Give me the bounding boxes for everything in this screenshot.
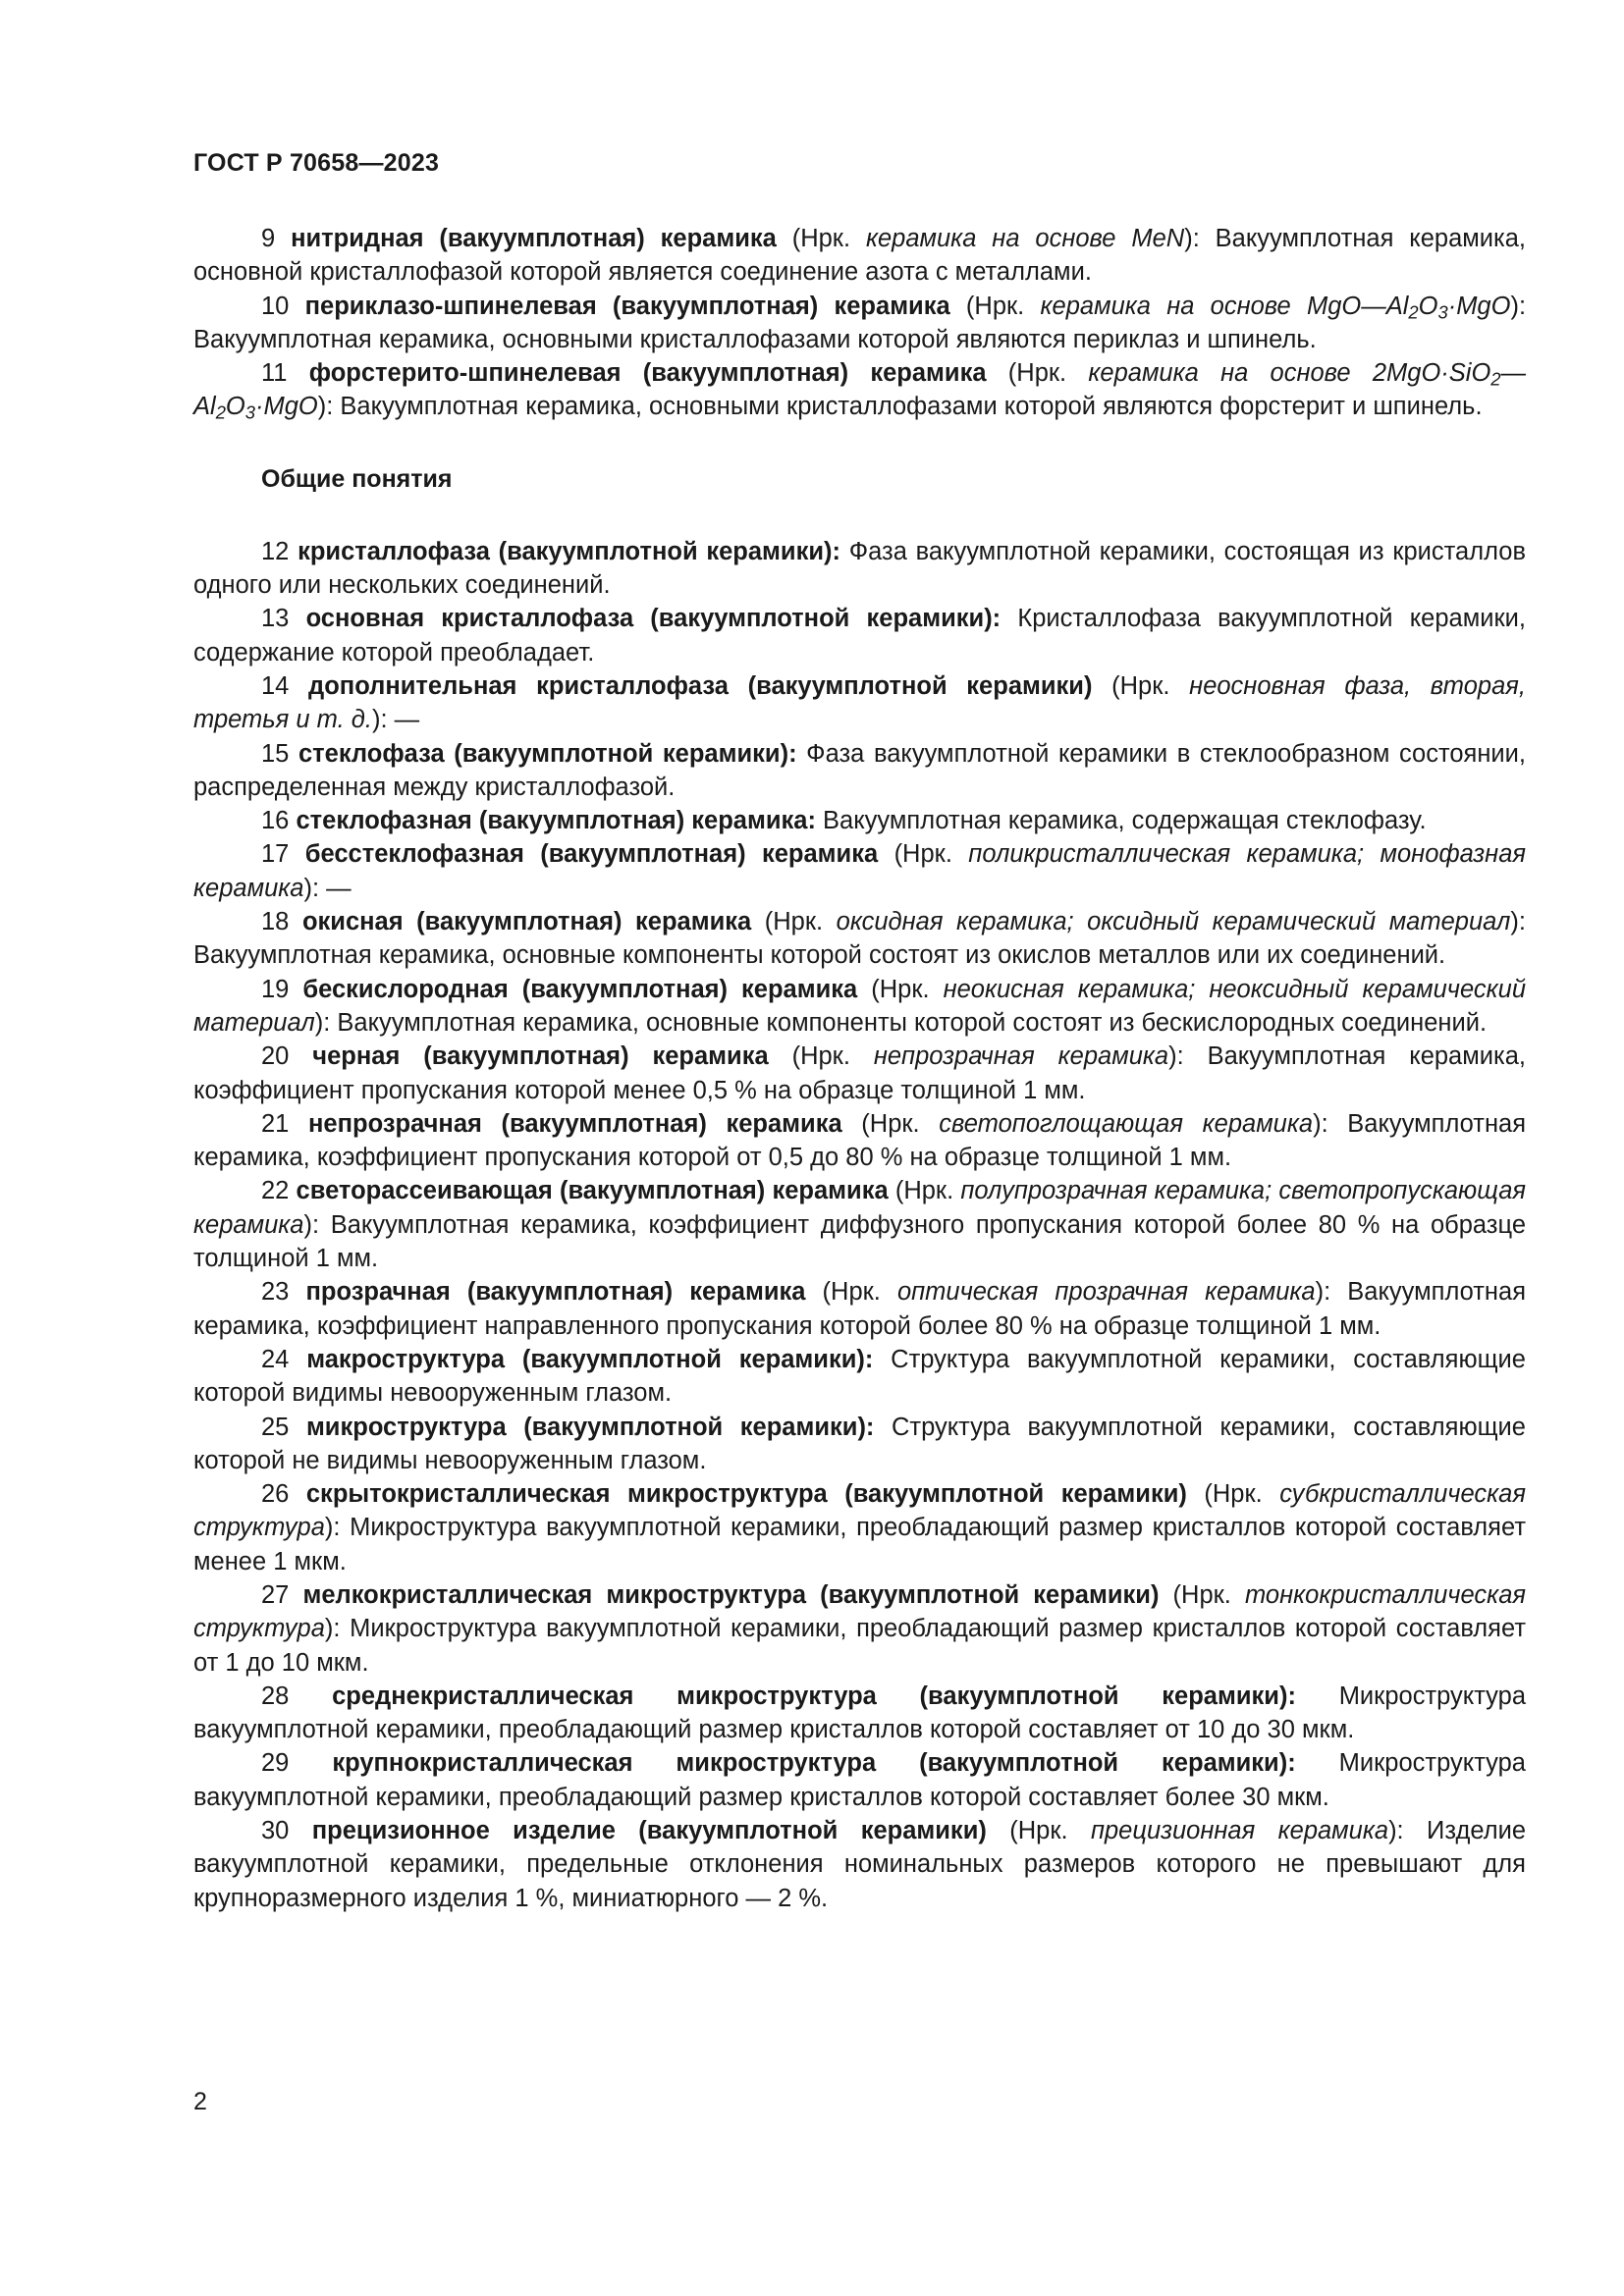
non-recommended-prefix: (Нрк.	[949, 292, 1041, 320]
term-name: среднекристаллическая микроструктура (вакуумплотной керамики):	[332, 1682, 1296, 1710]
term-entry-14	[193, 669, 1526, 737]
non-recommended-prefix: (Нрк.	[768, 1042, 874, 1071]
term-definition: ): Вакуумплотная керамика, основные компоненты которой состоят из окислов металлов или их соединений.	[193, 908, 1526, 970]
term-number: 24	[261, 1345, 290, 1373]
term-number: 29	[261, 1749, 290, 1778]
term-name: прецизионное изделие (вакуумплотной керамики)	[311, 1817, 987, 1845]
non-recommended-prefix: (Нрк.	[1186, 1480, 1280, 1509]
non-recommended-term: керамика на основе $2MgO\cdot SiO_2—Al_2O_3\cdot MgO$	[193, 359, 1526, 424]
term-number: 26	[261, 1480, 290, 1509]
entries-block-materials	[193, 222, 1526, 424]
term-entry-24	[193, 1343, 1526, 1411]
non-recommended-prefix: (Нрк.	[1159, 1580, 1245, 1609]
term-name: основная кристаллофаза (вакуумплотной керамики):	[305, 605, 1001, 633]
non-recommended-term: оптическая прозрачная керамика	[896, 1278, 1316, 1307]
term-definition: ): Вакуумплотная керамика, коэффициент диффузного пропускания которой более 80 % на образце толщиной 1 мм.	[193, 1210, 1526, 1273]
non-recommended-term: прецизионная керамика	[1090, 1817, 1389, 1845]
term-entry-23	[193, 1275, 1526, 1343]
term-number: 13	[261, 605, 290, 633]
term-definition: Вакуумплотная керамика, содержащая стеклофазу.	[815, 807, 1427, 835]
term-number: 21	[261, 1109, 290, 1138]
term-definition: ): Микроструктура вакуумплотной керамики, преобладающий размер кристаллов которой составляет от 1 до 10 мкм.	[193, 1615, 1526, 1677]
non-recommended-term: керамика на основе $MgO—Al_2O_3\cdot MgO$	[1040, 292, 1511, 323]
term-number: 25	[261, 1413, 290, 1441]
term-number: 23	[261, 1278, 290, 1307]
term-entry-11	[193, 356, 1526, 424]
non-recommended-prefix: (Нрк.	[888, 1177, 961, 1205]
term-entry-21	[193, 1107, 1526, 1175]
term-entry-15	[193, 737, 1526, 805]
non-recommended-prefix: (Нрк.	[857, 975, 944, 1003]
term-number: 18	[261, 908, 290, 936]
term-entry-29	[193, 1746, 1526, 1814]
term-name: форстерито-шпинелевая (вакуумплотная) керамика	[308, 359, 987, 388]
term-entry-9	[193, 222, 1526, 290]
non-recommended-prefix: (Нрк.	[805, 1278, 897, 1307]
non-recommended-term: полупрозрачная керамика; светопропускающая керамика	[193, 1177, 1527, 1239]
term-entry-18	[193, 905, 1526, 973]
term-definition: Структура вакуумплотной керамики, составляющие которой не видимы невооруженным глазом.	[193, 1413, 1526, 1474]
term-definition: ): Вакуумплотная керамика, основные компоненты которой состоят из бескислородных соединений.	[314, 1008, 1488, 1037]
term-name: крупнокристаллическая микроструктура (вакуумплотной керамики):	[332, 1749, 1296, 1778]
term-name: нитридная (вакуумплотная) керамика	[291, 225, 777, 252]
non-recommended-term: тонкокристаллическая структура	[193, 1580, 1526, 1643]
term-entry-28	[193, 1680, 1526, 1747]
term-number: 14	[261, 671, 290, 700]
term-number: 16	[261, 807, 290, 835]
term-name: окисная (вакуумплотная) керамика	[301, 908, 752, 936]
term-name: бескислородная (вакуумплотная) керамика	[302, 975, 858, 1003]
term-entry-22	[193, 1174, 1526, 1275]
non-recommended-term: неосновная фаза, вторая, третья и т. д.	[193, 671, 1526, 734]
term-definition: ): —	[303, 874, 352, 902]
term-definition: ): Вакуумплотная керамика, коэффициент пропускания которой менее 0,5 % на образце толщиной 1 мм.	[193, 1042, 1526, 1104]
term-definition: Микроструктура вакуумплотной керамики, преобладающий размер кристаллов которой составляет более 30 мкм.	[193, 1749, 1526, 1811]
term-number: 15	[261, 739, 290, 768]
term-name: стеклофаза (вакуумплотной керамики):	[298, 739, 797, 768]
term-definition: Фаза вакуумплотной керамики в стеклообразном состоянии, распределенная между кристаллофазой.	[193, 739, 1526, 801]
document-header: ГОСТ Р 70658—2023	[193, 149, 440, 177]
term-number: 28	[261, 1682, 290, 1710]
section-heading: Общие понятия	[261, 464, 453, 493]
non-recommended-prefix: (Нрк.	[986, 359, 1089, 388]
term-name: периклазо-шпинелевая (вакуумплотная) керамика	[304, 292, 950, 320]
entries-block-general	[193, 535, 1526, 1915]
non-recommended-term: неокисная керамика; неоксидный керамический материал	[193, 975, 1526, 1037]
term-name: черная (вакуумплотная) керамика	[312, 1042, 769, 1071]
term-definition: Микроструктура вакуумплотной керамики, преобладающий размер кристаллов которой составляет от 10 до 30 мкм.	[193, 1682, 1527, 1744]
term-number: 30	[261, 1817, 290, 1845]
non-recommended-term: поликристаллическая керамика; монофазная керамика	[193, 840, 1526, 902]
term-name: светорассеивающая (вакуумплотная) керамика	[296, 1177, 889, 1205]
non-recommended-prefix: (Нрк.	[841, 1109, 940, 1138]
non-recommended-term: субкристаллическая структура	[193, 1480, 1526, 1542]
term-definition: ): Вакуумплотная керамика, коэффициент направленного пропускания которой более 80 % на образце толщиной 1 мм.	[193, 1278, 1527, 1340]
term-definition: ): Вакуумплотная керамика, основными кристаллофазами которой являются форстерит и шпинель.	[317, 393, 1483, 421]
term-definition: ): Вакуумплотная керамика, основными кристаллофазами которой являются периклаз и шпинель.	[193, 292, 1527, 353]
term-definition: ): —	[371, 706, 420, 734]
term-name: прозрачная (вакуумплотная) керамика	[305, 1278, 806, 1307]
term-definition: Фаза вакуумплотной керамики, состоящая из кристаллов одного или нескольких соединений.	[193, 537, 1526, 600]
term-number: 9	[261, 225, 276, 252]
term-number: 11	[261, 359, 288, 388]
term-entry-17	[193, 837, 1526, 905]
term-name: мелкокристаллическая микроструктура (вакуумплотной керамики)	[302, 1580, 1160, 1609]
term-definition: ): Изделие вакуумплотной керамики, предельные отклонения номинальных размеров которого не превышают для крупноразмерного изделия 1 %, миниатюрного — 2 %.	[193, 1817, 1526, 1912]
non-recommended-term: светопоглощающая керамика	[939, 1109, 1314, 1138]
term-number: 22	[261, 1177, 290, 1205]
page-number: 2	[193, 2088, 207, 2115]
term-number: 12	[261, 537, 290, 565]
non-recommended-prefix: (Нрк.	[751, 908, 837, 936]
term-name: дополнительная кристаллофаза (вакуумплотной керамики)	[308, 671, 1093, 700]
document-body	[193, 222, 1526, 1915]
term-name: непрозрачная (вакуумплотная) керамика	[308, 1109, 842, 1138]
non-recommended-prefix: (Нрк.	[878, 840, 969, 869]
term-entry-26	[193, 1477, 1526, 1578]
term-entry-16	[193, 804, 1526, 837]
term-entry-25	[193, 1411, 1526, 1478]
term-definition: ): Вакуумплотная керамика, коэффициент пропускания которой от 0,5 до 80 % на образце толщиной 1 мм.	[193, 1109, 1527, 1172]
term-name: кристаллофаза (вакуумплотной керамики):	[298, 537, 841, 565]
non-recommended-prefix: (Нрк.	[1092, 671, 1190, 700]
term-number: 10	[261, 292, 290, 320]
term-definition: Кристаллофаза вакуумплотной керамики, содержание которой преобладает.	[193, 605, 1526, 667]
term-entry-27	[193, 1578, 1526, 1680]
term-definition: Структура вакуумплотной керамики, составляющие которой видимы невооруженным глазом.	[193, 1345, 1526, 1408]
term-number: 27	[261, 1580, 290, 1609]
term-entry-20	[193, 1040, 1526, 1107]
term-name: стеклофазная (вакуумплотная) керамика:	[296, 807, 816, 835]
term-number: 20	[261, 1042, 290, 1071]
term-name: скрытокристаллическая микроструктура (вакуумплотной керамики)	[305, 1480, 1187, 1509]
term-name: бесстеклофазная (вакуумплотная) керамика	[304, 840, 879, 869]
term-entry-12	[193, 535, 1526, 603]
term-entry-13	[193, 602, 1526, 669]
non-recommended-prefix: (Нрк.	[776, 225, 866, 252]
non-recommended-term: керамика на основе MeN	[865, 225, 1185, 252]
term-entry-19	[193, 973, 1526, 1041]
term-entry-30	[193, 1814, 1526, 1915]
term-entry-10	[193, 290, 1526, 357]
non-recommended-term: оксидная керамика; оксидный керамический материал	[836, 908, 1511, 936]
term-definition: ): Микроструктура вакуумплотной керамики, преобладающий размер кристаллов которой составляет менее 1 мкм.	[193, 1514, 1526, 1575]
non-recommended-prefix: (Нрк.	[986, 1817, 1091, 1845]
term-name: макроструктура (вакуумплотной керамики):	[306, 1345, 874, 1373]
term-number: 19	[261, 975, 290, 1003]
term-name: микроструктура (вакуумплотной керамики):	[305, 1413, 875, 1441]
term-number: 17	[261, 840, 290, 869]
non-recommended-term: непрозрачная керамика	[873, 1042, 1169, 1071]
term-definition: ): Вакуумплотная керамика, основной кристаллофазой которой является соединение азота с металлами.	[193, 225, 1527, 287]
